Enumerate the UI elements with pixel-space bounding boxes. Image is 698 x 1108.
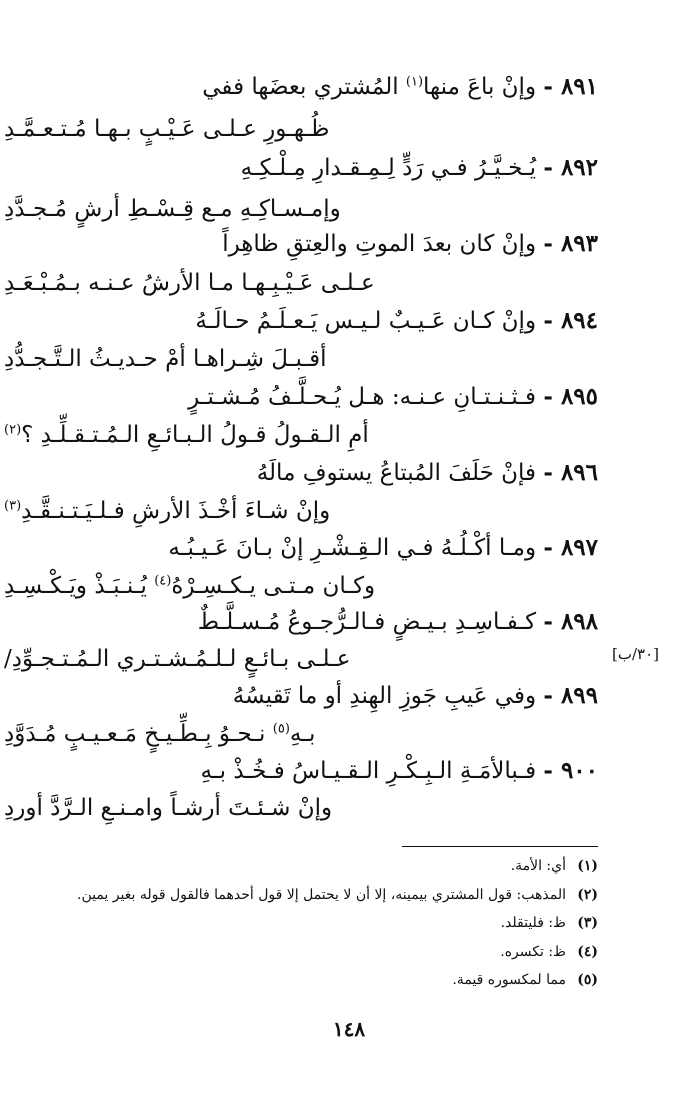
verse-891-first-hemistich — [202, 72, 598, 102]
footnote-reference: (٤) — [154, 573, 172, 589]
footnote-number: (٥) — [577, 972, 598, 988]
verse-number: ٨٩٨ - — [543, 608, 598, 635]
verse-text: أمِ الـقـولُ قـولُ الـبـائـعِ الـمُـتـقـلِّـدِ ؟ — [21, 422, 369, 448]
footnote-number: (٣) — [577, 915, 598, 931]
verse-895-second-hemistich — [4, 420, 598, 450]
verse-898-second-hemistich: عـلـى بـائـعٍ لـلـمُـشـتـري الـمُـتـجـوِّدِ/ — [4, 646, 351, 672]
verse-text: فـبالأمَـةِ الـبِـكْـرِ الـقـيـاسُ فـخُـذْ بـهِ — [200, 758, 537, 784]
verse-899-second-hemistich — [4, 719, 598, 749]
verse-number: ٨٩٩ - — [543, 682, 598, 709]
footnote-text: مما لمكسوره قيمة. — [452, 972, 566, 988]
verse-number: ٩٠٠ - — [543, 757, 598, 784]
footnote-4 — [500, 942, 598, 962]
footnote-3 — [501, 913, 598, 933]
page-number: ١٤٨ — [332, 1017, 366, 1041]
verse-897-second-hemistich — [4, 571, 598, 601]
verse-number: ٨٩٦ - — [543, 459, 598, 486]
footnote-reference: (٣) — [4, 498, 22, 514]
footnote-1 — [511, 856, 598, 876]
footnote-text: ظ: فليتقلد. — [500, 915, 566, 931]
verse-899-first-hemistich — [233, 681, 598, 711]
footnote-number: (٢) — [577, 887, 598, 903]
footnote-text: ظ: تكسره. — [500, 944, 566, 960]
verse-text: وإنْ شـاءَ أخْـذَ الأرشِ فـلـيَـتـنـقَّـدِ — [21, 498, 331, 524]
footnote-2 — [77, 885, 598, 905]
verse-text: فـثـنـتـانِ عـنـه: هـل يُـحـلَّـفُ مُـشـتـرٍ — [188, 384, 537, 410]
verse-text: يُـخـيَّـرُ فـي رَدٍّ لِـمِـقـدارِ مِـلْـكِـهِ — [240, 155, 537, 181]
verse-893-first-hemistich — [222, 229, 598, 259]
verse-number: ٨٩٤ - — [543, 307, 598, 334]
verse-number: ٨٩٥ - — [543, 383, 598, 410]
verse-text: ومـا أكْـلُـهُ فـي الـقِـشْـرِ إنْ بـانَ عَـيـبُـه — [168, 535, 537, 561]
verse-900-second-hemistich: وإنْ شـئـتَ أرشـاً وامـنـعِ الـرَّدَّ أوردِ — [4, 795, 333, 821]
verse-text: نـحـوُ بِـطِّـيـخٍ مَـعـيـبٍ مُـدَوَّدِ — [4, 721, 266, 747]
verse-text: يُـنـبَـذْ ويَـكْـسِـدِ — [4, 573, 147, 599]
verse-text: وفي عَيبِ جَوزِ الهِندِ أو ما تَقيسُهُ — [232, 683, 537, 709]
verse-text: وكـان مـتـى يـكـسِـرْهُ — [171, 573, 376, 599]
verse-896-first-hemistich — [257, 458, 598, 488]
verse-900-first-hemistich — [201, 756, 598, 786]
verse-892-first-hemistich — [241, 153, 598, 183]
footnote-reference: (١) — [405, 74, 424, 90]
verse-893-second-hemistich: عـلـى عَـيْـبِـهـا مـا الأرشُ عـنـه بـمُـبْـعَـدِ — [4, 270, 375, 296]
footnote-number: (١) — [577, 858, 598, 874]
verse-number: ٨٩٧ - — [543, 534, 598, 561]
verse-894-second-hemistich: أقـبـلَ شِـراهـا أمْ حـديـثُ الـتَّـجـدُّدِ — [4, 346, 327, 372]
verse-number: ٨٩١ - — [543, 73, 598, 100]
verse-892-second-hemistich: وإمـسـاكِـهِ مـع قِـسْـطِ أرشٍ مُـجـدَّدِ — [4, 196, 341, 222]
verse-text: فإنْ حَلَفَ المُبتاعُ يستوفِ مالَهُ — [256, 460, 537, 486]
verse-895-first-hemistich — [188, 382, 598, 412]
footnote-number: (٤) — [577, 944, 598, 960]
footnote-reference: (٥) — [272, 721, 290, 737]
verse-text: وإنْ كان بعدَ الموتِ والعِتقِ ظاهِراً — [222, 231, 537, 257]
footnote-5 — [452, 970, 598, 990]
footnote-text: المذهب: قول المشتري بيمينه، إلا أن لا يحتمل إلا قول أحدهما فالقول قوله بغير يمين. — [77, 887, 566, 903]
verse-text: وإنْ باعَ منها — [423, 74, 537, 100]
verse-text: بـهِ — [289, 721, 316, 747]
verse-text: كـفـاسِـدِ بـيـضٍ فـالـرُّجـوعُ مُـسـلَّـطٌ — [197, 609, 537, 635]
verse-number: ٨٩٢ - — [543, 154, 598, 181]
verse-891-second-hemistich: ظُـهـورِ عـلـى عَـيْـبٍ بـهـا مُـتـعـمَّـدِ — [4, 116, 330, 142]
verse-894-first-hemistich — [195, 306, 598, 336]
manuscript-folio-marker: [٣٠/ب] — [612, 645, 660, 663]
verse-896-second-hemistich — [4, 496, 598, 526]
verse-898-first-hemistich — [198, 607, 598, 637]
verse-897-first-hemistich — [168, 533, 598, 563]
footnote-reference: (٢) — [4, 422, 22, 438]
verse-text: وإنْ كـان عَـيـبٌ لـيـس يَـعـلَـمُ حـالَـهُ — [195, 308, 537, 334]
verse-text: المُشتري بعضَها ففي — [202, 74, 399, 100]
verse-number: ٨٩٣ - — [543, 230, 598, 257]
footnote-divider — [402, 846, 598, 847]
footnote-text: أي: الأمة. — [510, 858, 566, 874]
